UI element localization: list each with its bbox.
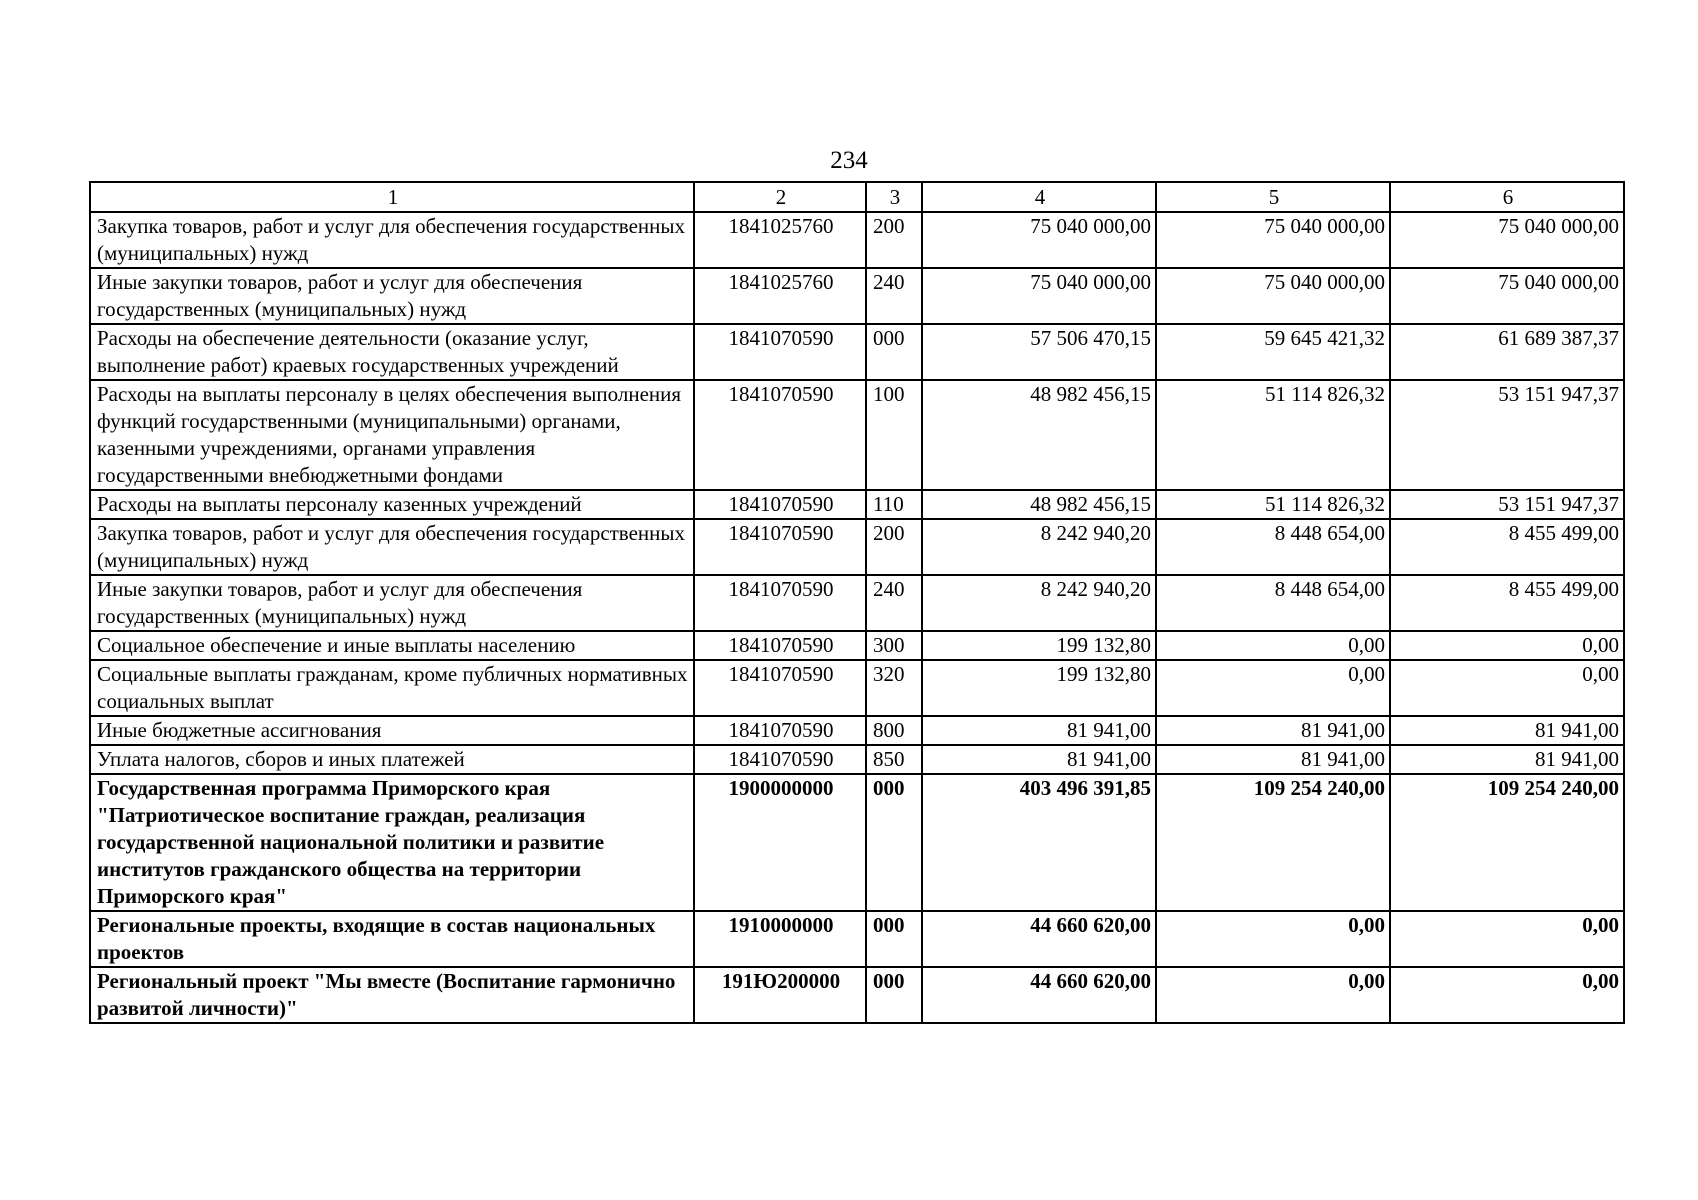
row-type-cell: 850 <box>866 745 922 774</box>
row-amount-year3-cell: 61 689 387,37 <box>1390 324 1624 380</box>
row-amount-year2-cell: 8 448 654,00 <box>1156 575 1390 631</box>
row-name-cell: Иные закупки товаров, работ и услуг для обеспечения государственных (муниципальных) нужд <box>90 268 694 324</box>
row-type-cell: 240 <box>866 268 922 324</box>
row-code-cell: 1841025760 <box>694 212 866 268</box>
row-amount-year2-cell: 0,00 <box>1156 631 1390 660</box>
row-amount-year1-cell: 81 941,00 <box>922 716 1156 745</box>
row-amount-year3-cell: 81 941,00 <box>1390 745 1624 774</box>
column-header-3: 3 <box>866 182 922 212</box>
row-amount-year2-cell: 109 254 240,00 <box>1156 774 1390 911</box>
row-amount-year3-cell: 0,00 <box>1390 660 1624 716</box>
table-row <box>90 575 1624 631</box>
row-amount-year1-cell: 44 660 620,00 <box>922 967 1156 1023</box>
row-amount-year2-cell: 51 114 826,32 <box>1156 380 1390 490</box>
row-name-cell: Государственная программа Приморского края "Патриотическое воспитание граждан, реализация государственной национальной политики и развитие институтов гражданского общества на территории Приморского края" <box>90 774 694 911</box>
row-amount-year3-cell: 0,00 <box>1390 967 1624 1023</box>
row-code-cell: 191Ю200000 <box>694 967 866 1023</box>
table-row <box>90 745 1624 774</box>
row-amount-year1-cell: 44 660 620,00 <box>922 911 1156 967</box>
row-type-cell: 200 <box>866 519 922 575</box>
row-code-cell: 1910000000 <box>694 911 866 967</box>
row-amount-year1-cell: 57 506 470,15 <box>922 324 1156 380</box>
row-amount-year2-cell: 0,00 <box>1156 660 1390 716</box>
row-code-cell: 1841070590 <box>694 380 866 490</box>
row-amount-year2-cell: 59 645 421,32 <box>1156 324 1390 380</box>
row-type-cell: 000 <box>866 911 922 967</box>
row-amount-year3-cell: 8 455 499,00 <box>1390 575 1624 631</box>
row-amount-year1-cell: 199 132,80 <box>922 631 1156 660</box>
row-code-cell: 1841070590 <box>694 660 866 716</box>
row-type-cell: 320 <box>866 660 922 716</box>
row-code-cell: 1841070590 <box>694 716 866 745</box>
row-amount-year2-cell: 0,00 <box>1156 967 1390 1023</box>
row-amount-year3-cell: 53 151 947,37 <box>1390 490 1624 519</box>
row-name-cell: Расходы на обеспечение деятельности (оказание услуг, выполнение работ) краевых государственных учреждений <box>90 324 694 380</box>
row-amount-year2-cell: 75 040 000,00 <box>1156 212 1390 268</box>
row-amount-year1-cell: 199 132,80 <box>922 660 1156 716</box>
row-name-cell: Расходы на выплаты персоналу казенных учреждений <box>90 490 694 519</box>
row-type-cell: 800 <box>866 716 922 745</box>
table-row <box>90 631 1624 660</box>
row-type-cell: 240 <box>866 575 922 631</box>
column-header-6: 6 <box>1390 182 1624 212</box>
row-amount-year1-cell: 81 941,00 <box>922 745 1156 774</box>
row-name-cell: Уплата налогов, сборов и иных платежей <box>90 745 694 774</box>
row-amount-year2-cell: 51 114 826,32 <box>1156 490 1390 519</box>
row-type-cell: 110 <box>866 490 922 519</box>
row-amount-year3-cell: 0,00 <box>1390 911 1624 967</box>
row-code-cell: 1841070590 <box>694 519 866 575</box>
row-name-cell: Расходы на выплаты персоналу в целях обеспечения выполнения функций государственными (муниципальными) органами, казенными учреждениями, органами управления государственными внебюджетными фондами <box>90 380 694 490</box>
row-name-cell: Социальное обеспечение и иные выплаты населению <box>90 631 694 660</box>
row-amount-year1-cell: 75 040 000,00 <box>922 212 1156 268</box>
row-amount-year1-cell: 48 982 456,15 <box>922 490 1156 519</box>
row-name-cell: Социальные выплаты гражданам, кроме публичных нормативных социальных выплат <box>90 660 694 716</box>
row-type-cell: 000 <box>866 967 922 1023</box>
row-amount-year3-cell: 109 254 240,00 <box>1390 774 1624 911</box>
row-type-cell: 100 <box>866 380 922 490</box>
row-type-cell: 200 <box>866 212 922 268</box>
row-name-cell: Закупка товаров, работ и услуг для обеспечения государственных (муниципальных) нужд <box>90 212 694 268</box>
row-amount-year1-cell: 403 496 391,85 <box>922 774 1156 911</box>
row-code-cell: 1841070590 <box>694 490 866 519</box>
header-row <box>90 182 1624 212</box>
table-body <box>90 182 1624 1023</box>
row-code-cell: 1841070590 <box>694 745 866 774</box>
table-row <box>90 716 1624 745</box>
row-amount-year3-cell: 8 455 499,00 <box>1390 519 1624 575</box>
row-code-cell: 1900000000 <box>694 774 866 911</box>
column-header-2: 2 <box>694 182 866 212</box>
table-row <box>90 660 1624 716</box>
row-code-cell: 1841070590 <box>694 575 866 631</box>
row-name-cell: Региональный проект "Мы вместе (Воспитание гармонично развитой личности)" <box>90 967 694 1023</box>
row-amount-year2-cell: 81 941,00 <box>1156 716 1390 745</box>
table-row <box>90 519 1624 575</box>
row-amount-year3-cell: 81 941,00 <box>1390 716 1624 745</box>
budget-table <box>89 181 1625 1024</box>
row-amount-year2-cell: 81 941,00 <box>1156 745 1390 774</box>
row-type-cell: 000 <box>866 324 922 380</box>
row-name-cell: Иные бюджетные ассигнования <box>90 716 694 745</box>
row-amount-year1-cell: 75 040 000,00 <box>922 268 1156 324</box>
row-name-cell: Закупка товаров, работ и услуг для обеспечения государственных (муниципальных) нужд <box>90 519 694 575</box>
row-amount-year3-cell: 0,00 <box>1390 631 1624 660</box>
row-code-cell: 1841070590 <box>694 631 866 660</box>
table-row <box>90 380 1624 490</box>
row-name-cell: Региональные проекты, входящие в состав национальных проектов <box>90 911 694 967</box>
row-amount-year2-cell: 0,00 <box>1156 911 1390 967</box>
row-amount-year1-cell: 48 982 456,15 <box>922 380 1156 490</box>
row-code-cell: 1841070590 <box>694 324 866 380</box>
table-row <box>90 212 1624 268</box>
page-number: 234 <box>830 147 868 174</box>
table-row <box>90 324 1624 380</box>
column-header-5: 5 <box>1156 182 1390 212</box>
column-header-4: 4 <box>922 182 1156 212</box>
row-type-cell: 000 <box>866 774 922 911</box>
row-amount-year3-cell: 75 040 000,00 <box>1390 268 1624 324</box>
table-row <box>90 967 1624 1023</box>
row-type-cell: 300 <box>866 631 922 660</box>
table-row <box>90 268 1624 324</box>
row-name-cell: Иные закупки товаров, работ и услуг для обеспечения государственных (муниципальных) нужд <box>90 575 694 631</box>
row-amount-year2-cell: 8 448 654,00 <box>1156 519 1390 575</box>
table-row <box>90 774 1624 911</box>
row-amount-year1-cell: 8 242 940,20 <box>922 575 1156 631</box>
row-amount-year3-cell: 53 151 947,37 <box>1390 380 1624 490</box>
table-row <box>90 911 1624 967</box>
column-header-1: 1 <box>90 182 694 212</box>
row-amount-year3-cell: 75 040 000,00 <box>1390 212 1624 268</box>
table-row <box>90 490 1624 519</box>
row-code-cell: 1841025760 <box>694 268 866 324</box>
row-amount-year2-cell: 75 040 000,00 <box>1156 268 1390 324</box>
row-amount-year1-cell: 8 242 940,20 <box>922 519 1156 575</box>
